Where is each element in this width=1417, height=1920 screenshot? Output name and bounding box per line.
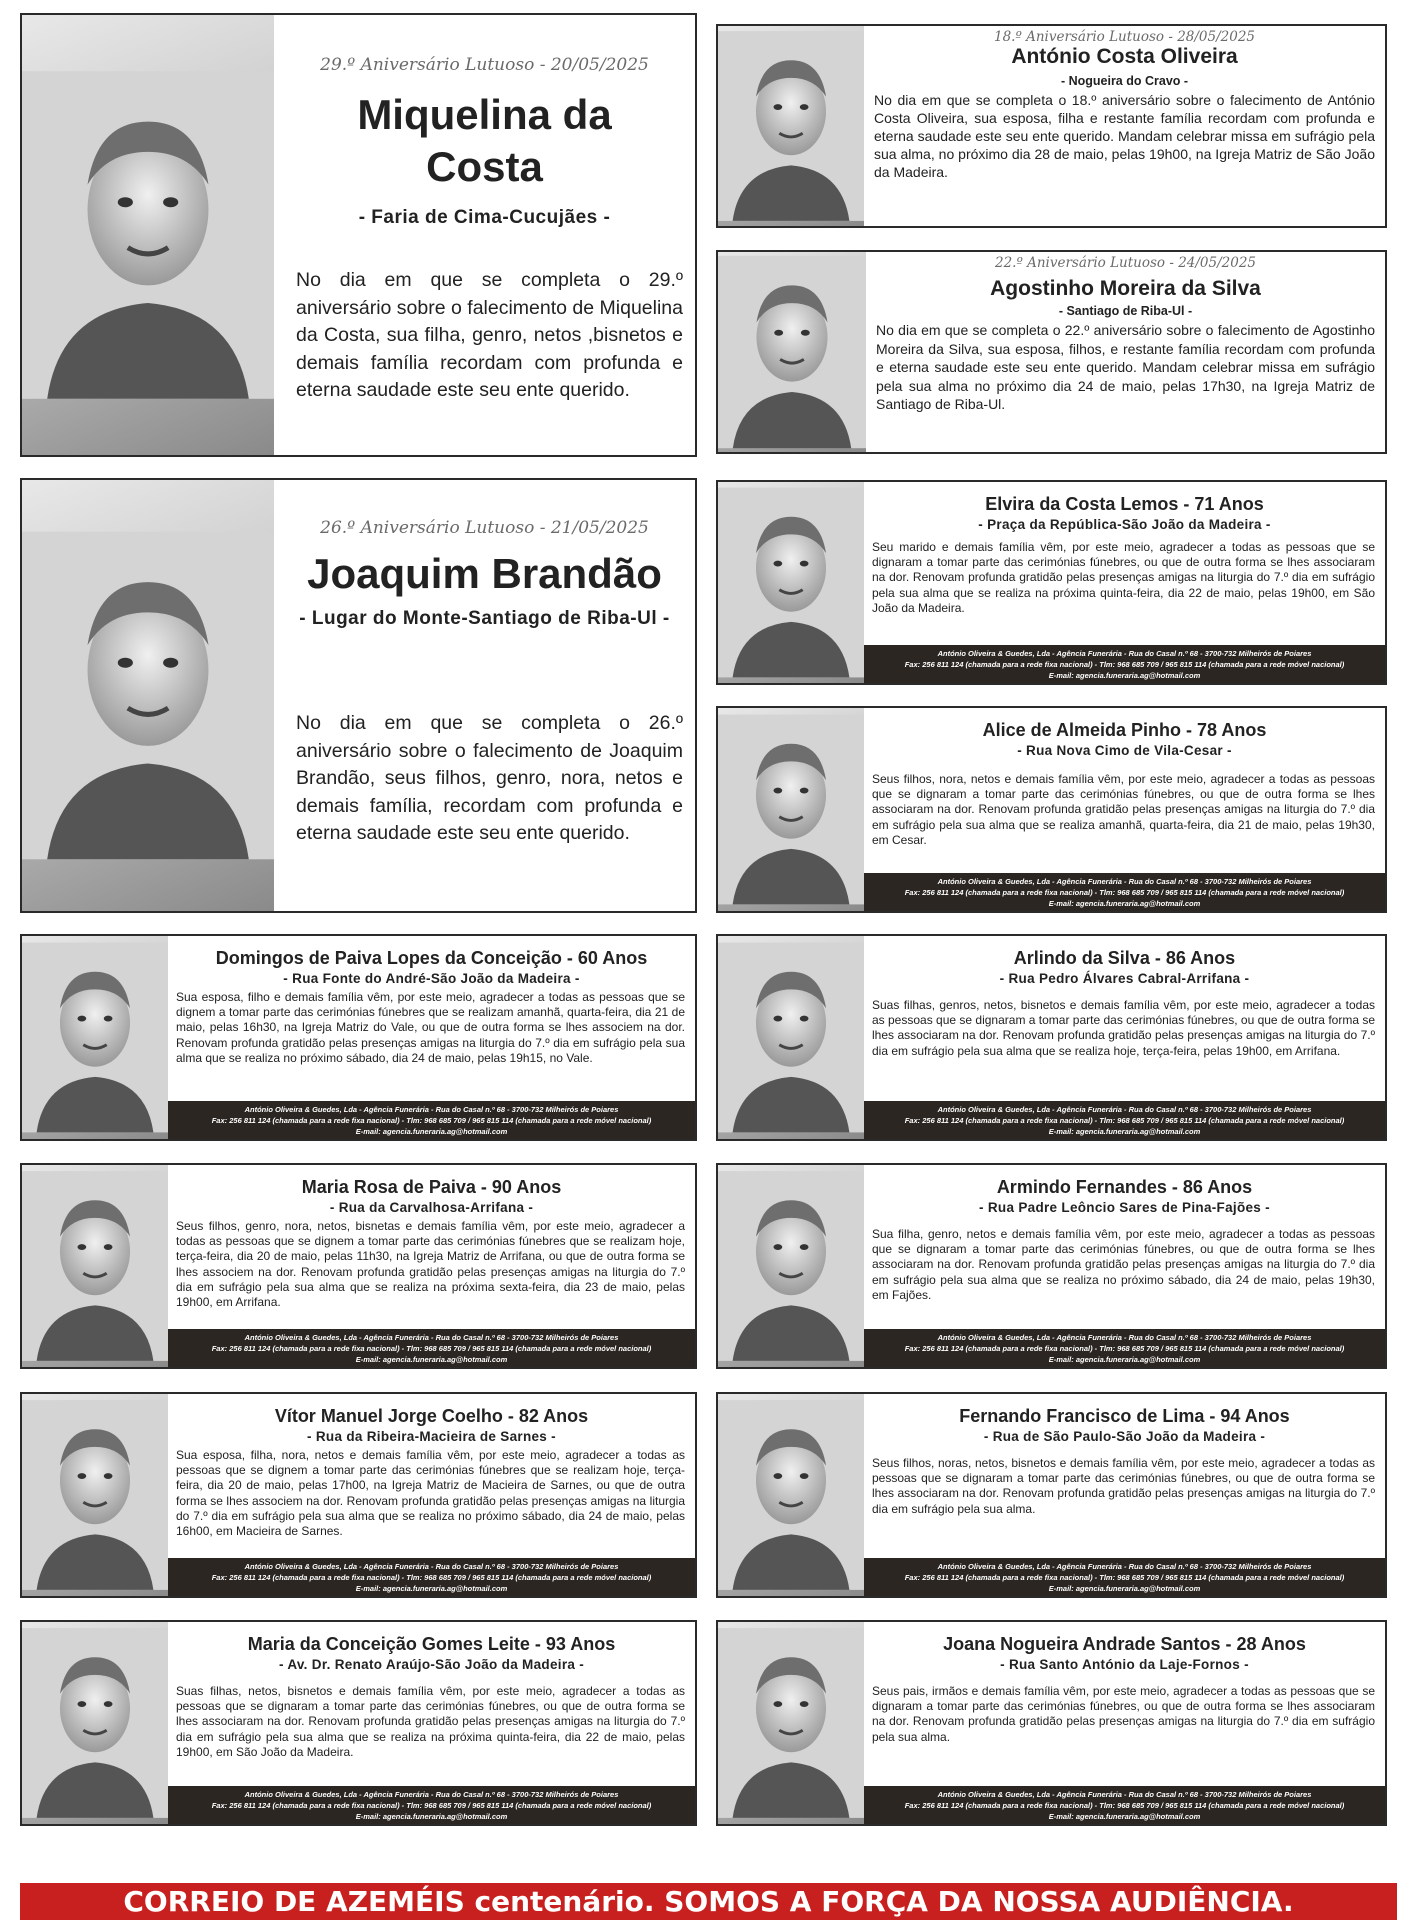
agency-address: António Oliveira & Guedes, Lda - Agência Funerária - Rua do Casal n.º 68 - 3700-732 Milheirós de Poiares (937, 877, 1312, 886)
portrait-photo (22, 1165, 168, 1367)
deceased-name: Joaquim Brandão (307, 550, 662, 597)
portrait-photo (718, 1622, 864, 1824)
agency-email: E-mail: agencia.funeraria.ag@hotmail.com (1048, 899, 1201, 908)
anniversary-line: 22.º Aniversário Lutuoso - 24/05/2025 (994, 255, 1257, 271)
anniversary-line: 18.º Aniversário Lutuoso - 28/05/2025 (993, 29, 1256, 45)
agency-address: António Oliveira & Guedes, Lda - Agência Funerária - Rua do Casal n.º 68 - 3700-732 Milheirós de Poiares (244, 1790, 619, 1799)
agency-address: António Oliveira & Guedes, Lda - Agência Funerária - Rua do Casal n.º 68 - 3700-732 Milheirós de Poiares (937, 1790, 1312, 1799)
agency-email: E-mail: agencia.funeraria.ag@hotmail.com (355, 1127, 508, 1136)
portrait-photo (22, 1394, 168, 1596)
notice-text: Seus filhos, genro, nora, netos, bisnetas e demais família vêm, por este meio, agradecer a todas as pessoas que se dignem a tomar parte das cerimónias fúnebres que se realizam hoje, terça-feira, dia 20 de maio, pelas 11h30, na Igreja Matriz de Arrifana, ou que de outra forma se lhes associem na dor. Renovam profunda gratidão pelas presenças amigas na liturgia do 7.º dia em sufrágio pela sua alma que se realiza na próxima sexta-feira, dia 23 de maio, pelas 19h00, em Arrifana. (176, 1219, 685, 1310)
agency-email: E-mail: agencia.funeraria.ag@hotmail.com (1048, 1127, 1201, 1136)
agency-phone: Fax: 256 811 124 (chamada para a rede fixa nacional) - Tlm: 968 685 709 / 965 815 114 (chamada para a rede móvel nacional) (904, 1801, 1345, 1810)
deceased-location: - Av. Dr. Renato Araújo-São João da Madeira - (278, 1657, 585, 1672)
portrait-photo (22, 480, 274, 911)
agency-phone: Fax: 256 811 124 (chamada para a rede fixa nacional) - Tlm: 968 685 709 / 965 815 114 (chamada para a rede móvel nacional) (211, 1344, 652, 1353)
portrait-photo (22, 15, 274, 455)
portrait-photo (718, 1394, 864, 1596)
funeral-agency-footer (168, 1558, 695, 1596)
funeral-agency-footer (168, 1101, 695, 1139)
deceased-location: - Rua da Ribeira-Macieira de Sarnes - (307, 1429, 556, 1444)
agency-address: António Oliveira & Guedes, Lda - Agência Funerária - Rua do Casal n.º 68 - 3700-732 Milheirós de Poiares (244, 1562, 619, 1571)
deceased-location: - Rua Nova Cimo de Vila-Cesar - (1017, 743, 1232, 758)
deceased-location: - Nogueira do Cravo - (1060, 74, 1189, 88)
agency-address: António Oliveira & Guedes, Lda - Agência Funerária - Rua do Casal n.º 68 - 3700-732 Milheirós de Poiares (937, 1562, 1312, 1571)
funeral-notice (20, 1392, 697, 1598)
notice-text: No dia em que se completa o 29.º aniversário sobre o falecimento de Miquelina da Costa, sua filha, genro, netos ,bisnetos e demais família recordam com profunda e eterna saudade este seu ente querido. (296, 269, 683, 401)
anniversary-line: 29.º Aniversário Lutuoso - 20/05/2025 (320, 55, 649, 75)
agency-phone: Fax: 256 811 124 (chamada para a rede fixa nacional) - Tlm: 968 685 709 / 965 815 114 (chamada para a rede móvel nacional) (904, 888, 1345, 897)
portrait-photo (718, 936, 864, 1139)
agency-address: António Oliveira & Guedes, Lda - Agência Funerária - Rua do Casal n.º 68 - 3700-732 Milheirós de Poiares (937, 649, 1312, 658)
anniversary-notice-agostinho (716, 250, 1387, 454)
deceased-name: Maria da Conceição Gomes Leite - 93 Anos (247, 1634, 616, 1654)
agency-phone: Fax: 256 811 124 (chamada para a rede fixa nacional) - Tlm: 968 685 709 / 965 815 114 (chamada para a rede móvel nacional) (904, 660, 1345, 669)
funeral-agency-footer (864, 873, 1385, 911)
agency-phone: Fax: 256 811 124 (chamada para a rede fixa nacional) - Tlm: 968 685 709 / 965 815 114 (chamada para a rede móvel nacional) (211, 1573, 652, 1582)
portrait-photo (718, 252, 866, 452)
deceased-name: Armindo Fernandes - 86 Anos (996, 1177, 1253, 1197)
notice-text: Seus pais, irmãos e demais família vêm, por este meio, agradecer a todas as pessoas que se dignaram a tomar parte das cerimónias fúnebres, ou que de outra forma se lhes associaram na dor. Renovam profunda gratidão pelas presenças amigas na liturgia do 7.º dia em sufrágio pela sua alma. (872, 1684, 1375, 1744)
anniversary-notice-antonio (716, 24, 1387, 228)
funeral-notice (716, 1392, 1387, 1598)
notice-text: No dia em que se completa o 22.º aniversário sobre o falecimento de Agostinho Moreira da Silva, sua esposa, filhos, e restante família recordam com profunda e eterna saudade este seu ente querido. Mandam celebrar missa em sufrágio pela sua alma no próximo dia 24 de maio, pelas 17h30, na Igreja Matriz de Santiago de Riba-Ul. (876, 322, 1375, 412)
deceased-name: Arlindo da Silva - 86 Anos (1013, 948, 1236, 968)
agency-email: E-mail: agencia.funeraria.ag@hotmail.com (1048, 1812, 1201, 1821)
agency-address: António Oliveira & Guedes, Lda - Agência Funerária - Rua do Casal n.º 68 - 3700-732 Milheirós de Poiares (244, 1105, 619, 1114)
deceased-location: - Lugar do Monte-Santiago de Riba-Ul - (299, 608, 670, 629)
notice-text: No dia em que se completa o 18.º aniversário sobre o falecimento de António Costa Oliveira, sua esposa, filha e restante família recordam com profunda e eterna saudade este seu ente querido. Mandam celebrar missa em sufrágio pela sua alma, no próximo dia 28 de maio, pelas 19h00, na Igreja Matriz de São João da Madeira. (874, 92, 1375, 180)
deceased-location: - Faria de Cima-Cucujães - (358, 207, 611, 228)
deceased-location: - Rua Santo António da Laje-Fornos - (1000, 1657, 1249, 1672)
newspaper-banner: CORREIO DE AZEMÉIS centenário. SOMOS A FORÇA DA NOSSA AUDIÊNCIA. (20, 1883, 1397, 1920)
deceased-location: - Rua Pedro Álvares Cabral-Arrifana - (999, 971, 1250, 986)
deceased-name: Maria Rosa de Paiva - 90 Anos (301, 1177, 562, 1197)
notice-text: Sua esposa, filho e demais família vêm, por este meio, agradecer a todas as pessoas que se dignem a tomar parte das cerimónias fúnebres que se realizam amanhã, quarta-feira, dia 21 de maio, pelas 16h30, na Igreja Matriz do Vale, ou que de outra forma se lhes associem na dor. Renovam profunda gratidão pelas presenças amigas na liturgia do 7.º dia em sufrágio pela sua alma que se realiza no próximo sábado, dia 24 de maio, pelas 19h15, no Vale. (176, 990, 685, 1065)
notice-text: Seus filhos, noras, netos, bisnetos e demais família vêm, por este meio, agradecer a todas as pessoas que se dignaram a tomar parte das cerimónias fúnebres, ou que de outra forma se lhes associaram na dor. Renovam profunda gratidão pelas presenças amigas na liturgia do 7.º dia em sufrágio pela sua alma. (872, 1456, 1375, 1516)
funeral-agency-footer (168, 1329, 695, 1367)
deceased-name: Agostinho Moreira da Silva (990, 277, 1261, 300)
agency-email: E-mail: agencia.funeraria.ag@hotmail.com (1048, 671, 1201, 680)
agency-email: E-mail: agencia.funeraria.ag@hotmail.com (355, 1355, 508, 1364)
funeral-agency-footer (864, 645, 1385, 683)
funeral-agency-footer (168, 1786, 695, 1824)
deceased-location: - Rua de São Paulo-São João da Madeira - (983, 1429, 1266, 1444)
portrait-photo (22, 936, 168, 1139)
portrait-photo (718, 26, 864, 226)
deceased-name: António Costa Oliveira (1011, 45, 1238, 68)
agency-address: António Oliveira & Guedes, Lda - Agência Funerária - Rua do Casal n.º 68 - 3700-732 Milheirós de Poiares (937, 1333, 1312, 1342)
portrait-photo (22, 1622, 168, 1824)
agency-phone: Fax: 256 811 124 (chamada para a rede fixa nacional) - Tlm: 968 685 709 / 965 815 114 (chamada para a rede móvel nacional) (904, 1573, 1345, 1582)
funeral-notice (716, 480, 1387, 685)
agency-email: E-mail: agencia.funeraria.ag@hotmail.com (1048, 1355, 1201, 1364)
deceased-name: Alice de Almeida Pinho - 78 Anos (982, 720, 1267, 740)
notice-text: Sua esposa, filha, nora, netos e demais família vêm, por este meio, agradecer a todas as pessoas que se dignem a tomar parte das cerimónias fúnebres que se realizam hoje, terça-feira, dia 20 de maio, pelas 17h00, na Igreja Matriz de Macieira de Sarnes, ou que de outra forma se lhes associem na dor. Renovam profunda gratidão pelas presenças amigas na liturgia do 7.º dia em sufrágio pela sua alma que se realiza no próximo sábado, dia 24 de maio, pelas 16h00, em Macieira de Sarnes. (176, 1448, 685, 1539)
notice-text: No dia em que se completa o 26.º aniversário sobre o falecimento de Joaquim Brandão, seus filhos, genro, nora, netos e demais família, recordam com profunda e eterna saudade este seu ente querido. (296, 712, 683, 844)
agency-phone: Fax: 256 811 124 (chamada para a rede fixa nacional) - Tlm: 968 685 709 / 965 815 114 (chamada para a rede móvel nacional) (211, 1116, 652, 1125)
notice-text: Sua filha, genro, netos e demais família vêm, por este meio, agradecer a todas as pessoas que se dignaram a tomar parte das cerimónias fúnebres, ou que de outra forma se lhes associaram na dor. Renovam profunda gratidão pelas presenças amigas na liturgia do 7.º dia em sufrágio pela sua alma que se realiza no próximo sábado, dia 24 de maio, pelas 19h30, em Fajões. (872, 1227, 1375, 1302)
notice-text: Seus filhos, nora, netos e demais família vêm, por este meio, agradecer a todas as pessoas que se dignaram a tomar parte das cerimónias fúnebres, ou que de outra forma se lhes associaram na dor. Renovam profunda gratidão pelas presenças amigas na liturgia do 7.º dia em sufrágio pela sua alma que se realiza amanhã, quarta-feira, dia 21 de maio, pelas 19h30, em Cesar. (872, 772, 1375, 847)
deceased-location: - Rua Fonte do André-São João da Madeira - (283, 971, 580, 986)
agency-phone: Fax: 256 811 124 (chamada para a rede fixa nacional) - Tlm: 968 685 709 / 965 815 114 (chamada para a rede móvel nacional) (904, 1116, 1345, 1125)
funeral-agency-footer (864, 1101, 1385, 1139)
deceased-location: - Santiago de Riba-Ul - (1058, 304, 1193, 318)
funeral-notice (716, 1163, 1387, 1369)
agency-email: E-mail: agencia.funeraria.ag@hotmail.com (355, 1584, 508, 1593)
funeral-notice (716, 934, 1387, 1141)
deceased-name: Elvira da Costa Lemos - 71 Anos (985, 494, 1264, 514)
funeral-agency-footer (864, 1329, 1385, 1367)
notice-text: Suas filhas, netos, bisnetos e demais família vêm, por este meio, agradecer a todas as pessoas que se dignaram a tomar parte das cerimónias fúnebres, ou que de outra forma se lhes associaram na dor. Renovam profunda gratidão pelas presenças amigas na liturgia do 7.º dia em sufrágio pela sua alma que se realiza na próxima quinta-feira, dia 22 de maio, pelas 19h00, em São João da Madeira. (176, 1684, 685, 1759)
notice-text: Seu marido e demais família vêm, por este meio, agradecer a todas as pessoas que se dignaram a tomar parte das cerimónias fúnebres, ou que de outra forma se lhes associaram na dor. Renovam profunda gratidão pelas presenças amigas na liturgia do 7.º dia em sufrágio pela sua alma que se realiza na próxima quinta-feira, dia 22 de maio, pelas 19h00, em São João da Madeira. (872, 540, 1375, 615)
funeral-notice (716, 706, 1387, 913)
portrait-photo (718, 708, 864, 911)
deceased-name: Vítor Manuel Jorge Coelho - 82 Anos (274, 1406, 589, 1426)
agency-email: E-mail: agencia.funeraria.ag@hotmail.com (1048, 1584, 1201, 1593)
deceased-location: - Rua da Carvalhosa-Arrifana - (329, 1200, 534, 1215)
agency-phone: Fax: 256 811 124 (chamada para a rede fixa nacional) - Tlm: 968 685 709 / 965 815 114 (chamada para a rede móvel nacional) (211, 1801, 652, 1810)
big-notice-miquelina (20, 13, 697, 457)
deceased-location: - Praça da República-São João da Madeira - (978, 517, 1271, 532)
deceased-name: Fernando Francisco de Lima - 94 Anos (959, 1406, 1290, 1426)
deceased-name: Miquelina da Costa (357, 91, 612, 190)
agency-address: António Oliveira & Guedes, Lda - Agência Funerária - Rua do Casal n.º 68 - 3700-732 Milheirós de Poiares (244, 1333, 619, 1342)
portrait-photo (718, 482, 864, 683)
agency-address: António Oliveira & Guedes, Lda - Agência Funerária - Rua do Casal n.º 68 - 3700-732 Milheirós de Poiares (937, 1105, 1312, 1114)
deceased-name: Joana Nogueira Andrade Santos - 28 Anos (943, 1634, 1306, 1654)
anniversary-line: 26.º Aniversário Lutuoso - 21/05/2025 (320, 518, 649, 538)
notice-text: Suas filhas, genros, netos, bisnetos e demais família vêm, por este meio, agradecer a todas as pessoas que se dignaram a tomar parte das cerimónias fúnebres, ou que de outra forma se lhes associaram na dor. Renovam profunda gratidão pelas presenças amigas na liturgia do 7.º dia em sufrágio pela sua alma que se realiza hoje, terça-feira, pelas 19h00, em Arrifana. (872, 998, 1375, 1058)
deceased-name: Domingos de Paiva Lopes da Conceição - 60 Anos (215, 948, 648, 968)
funeral-notice (20, 934, 697, 1141)
funeral-notice (716, 1620, 1387, 1826)
portrait-photo (718, 1165, 864, 1367)
funeral-agency-footer (864, 1558, 1385, 1596)
agency-phone: Fax: 256 811 124 (chamada para a rede fixa nacional) - Tlm: 968 685 709 / 965 815 114 (chamada para a rede móvel nacional) (904, 1344, 1345, 1353)
agency-email: E-mail: agencia.funeraria.ag@hotmail.com (355, 1812, 508, 1821)
funeral-agency-footer (864, 1786, 1385, 1824)
funeral-notice (20, 1163, 697, 1369)
deceased-location: - Rua Padre Leôncio Sares de Pina-Fajões - (979, 1200, 1270, 1215)
big-notice-joaquim (20, 478, 697, 913)
funeral-notice (20, 1620, 697, 1826)
